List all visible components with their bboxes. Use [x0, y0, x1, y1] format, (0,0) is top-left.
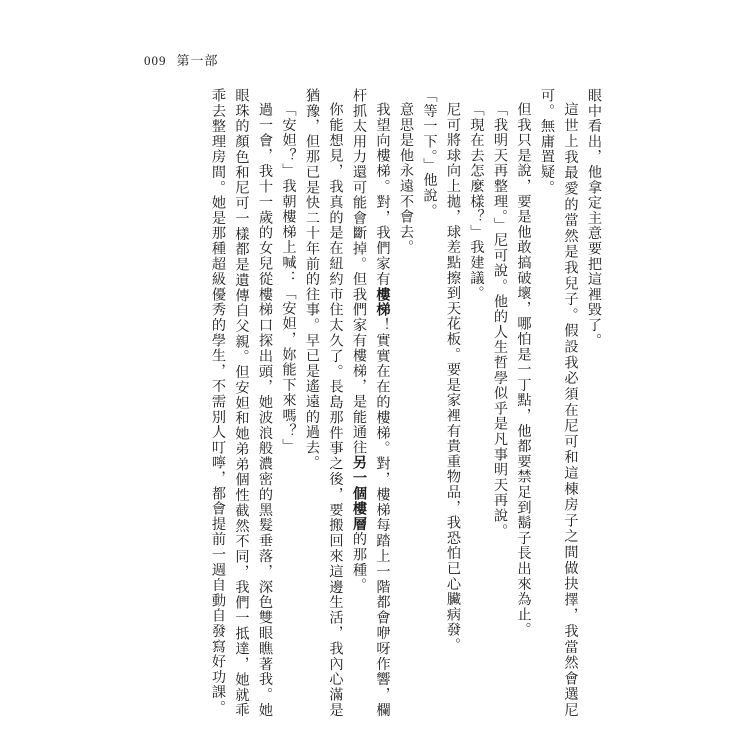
- paragraph: [394, 88, 418, 718]
- paragraph-text: 這世上我最愛的當然是我兒子。假設我必須在尼可和這棟房子之間做抉擇，我當然會選尼可。無庸置疑。: [539, 88, 579, 718]
- paragraph: [582, 88, 606, 718]
- paragraph-text: 「現在去怎麼樣？」我建議。: [468, 102, 485, 302]
- paragraph: [511, 88, 535, 718]
- paragraph-text: 的那種。: [351, 531, 367, 593]
- paragraph-text: 但我只是說，要是他敢搞破壞，哪怕是一丁點，他都要禁足到鬍子長出來為止。: [515, 102, 532, 638]
- paragraph: [441, 88, 465, 718]
- paragraph: [300, 88, 347, 718]
- paragraph: [276, 88, 300, 718]
- paragraph-text: 意思是他永遠不會去。: [398, 102, 414, 256]
- page-number: 009: [144, 53, 167, 68]
- paragraph-text: 「安妲？」我朝樓梯上喊：「安妲，妳能下來嗎？」: [280, 102, 297, 455]
- running-header: [144, 50, 219, 69]
- paragraph: [206, 88, 277, 718]
- paragraph: [464, 88, 488, 718]
- paragraph: [417, 88, 441, 718]
- body-text: [135, 88, 605, 718]
- paragraph-text: ！實實在在的樓梯。對，樓梯每踏上一階都會咿呀作響，欄杆抓太用力還可能會斷掉。但我們家有樓梯，是能通往: [351, 88, 391, 718]
- paragraph-text: 「我明天再整理。」尼可說。他的人生哲學似乎是凡事明天再說。: [492, 102, 508, 539]
- paragraph-text: 「等一下。」他說。: [421, 88, 438, 219]
- emphasis-text: 樓梯: [374, 286, 391, 318]
- paragraph-text: 你能想見，我真的是在紐約市住太久了。長島那件事之後，要搬回來這邊生活，我內心滿是猶豫，但那已是快二十年前的往事。早已是遙遠的過去。: [304, 88, 344, 718]
- paragraph-text: 我望向樓梯。對，我們家有: [374, 102, 391, 287]
- paragraph-text: 尼可將球向上拋，球差點擦到天花板。要是家裡有貴重物品，我恐怕已心臟病發。: [445, 102, 461, 653]
- paragraph-text: 過一會，我十一歲的女兒從樓梯口探出頭，她波浪般濃密的黑髮垂落，深色雙眼瞧著我。她眼珠的顏色和尼可一樣都是遺傳自父親。但安妲和她弟弟個性截然不同，我們一抵達，她就乖乖去整理房間。她是那種超級優秀的學生，不需別人叮嚀，都會提前一週自動自發寫好功課。: [210, 88, 273, 718]
- paragraph: [488, 88, 512, 718]
- section-title: 第一部: [176, 54, 219, 69]
- emphasis-text: 另一個樓層: [351, 455, 367, 532]
- paragraph-text: 眼中看出，他拿定主意要把這裡毀了。: [586, 88, 602, 349]
- paragraph: [535, 88, 582, 718]
- paragraph: [347, 88, 394, 718]
